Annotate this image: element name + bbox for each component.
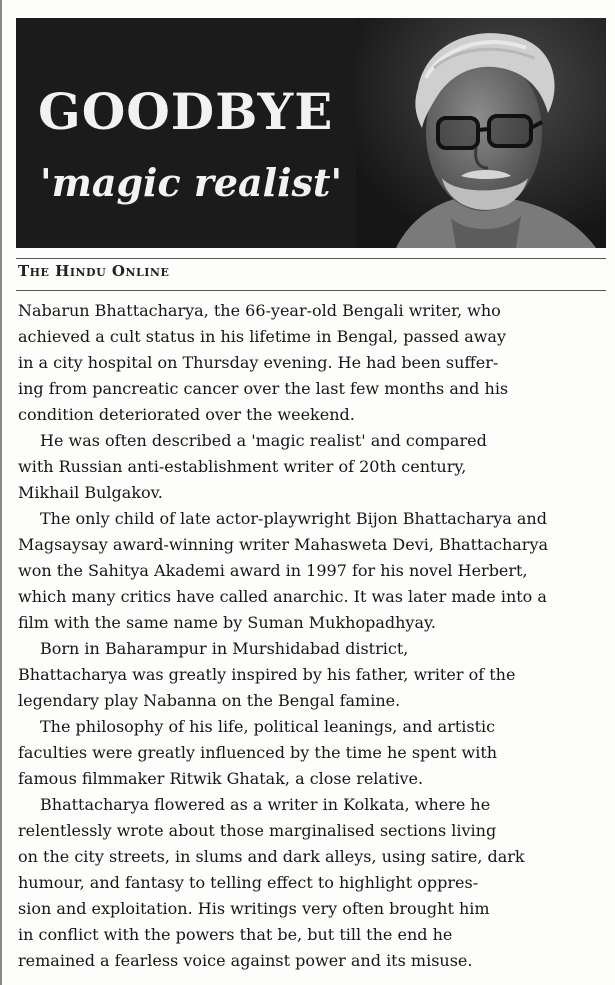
article-paragraph: [18, 298, 608, 428]
article-body: [18, 298, 608, 974]
article-paragraph: [18, 792, 608, 974]
article-line: Bhattacharya flowered as a writer in Kolkata, where he: [40, 795, 491, 814]
article-paragraph: [18, 636, 608, 714]
article-line: The philosophy of his life, political leanings, and artistic: [40, 717, 496, 736]
article-line: in conflict with the powers that be, but till the end he: [18, 925, 453, 944]
article-line: won the Sahitya Akademi award in 1997 for his novel Herbert,: [18, 561, 528, 580]
article-line: Magsaysay award-winning writer Mahasweta Devi, Bhattacharya: [18, 535, 549, 554]
article-line: sion and exploitation. His writings very often brought him: [18, 899, 490, 918]
article-paragraph: [18, 714, 608, 792]
article-paragraph: [18, 506, 608, 636]
article-line: remained a fearless voice against power and its misuse.: [18, 951, 473, 970]
article-line: The only child of late actor-playwright Bijon Bhattacharya and: [40, 509, 547, 528]
source-byline: The Hindu Online: [18, 262, 170, 280]
byline-top-rule: [16, 258, 606, 259]
article-paragraph: [18, 428, 608, 506]
article-line: faculties were greatly influenced by the time he spent with: [18, 743, 498, 762]
byline-bottom-rule: [16, 290, 606, 291]
article-line: achieved a cult status in his lifetime in Bengal, passed away: [18, 327, 507, 346]
article-line: which many critics have called anarchic. It was later made into a: [18, 587, 547, 606]
article-line: condition deteriorated over the weekend.: [18, 405, 355, 424]
headline-title: GOODBYE: [38, 82, 334, 141]
article-line: He was often described a 'magic realist' and compared: [40, 431, 487, 450]
headline-banner: [16, 18, 606, 248]
article-line: famous filmmaker Ritwik Ghatak, a close relative.: [18, 769, 424, 788]
article-line: humour, and fantasy to telling effect to highlight oppres-: [18, 873, 479, 892]
article-line: Mikhail Bulgakov.: [18, 483, 163, 502]
headline-subtitle: 'magic realist': [40, 160, 343, 205]
article-line: film with the same name by Suman Mukhopadhyay.: [18, 613, 436, 632]
article-line: in a city hospital on Thursday evening. He had been suffer-: [18, 353, 499, 372]
article-line: Nabarun Bhattacharya, the 66-year-old Bengali writer, who: [18, 301, 501, 320]
article-line: on the city streets, in slums and dark alleys, using satire, dark: [18, 847, 525, 866]
article-line: ing from pancreatic cancer over the last few months and his: [18, 379, 509, 398]
author-portrait: [356, 18, 606, 248]
article-line: Bhattacharya was greatly inspired by his father, writer of the: [18, 665, 516, 684]
article-line: relentlessly wrote about those marginalised sections living: [18, 821, 497, 840]
article-line: with Russian anti-establishment writer of 20th century,: [18, 457, 467, 476]
article-line: Born in Baharampur in Murshidabad district,: [40, 639, 409, 658]
article-line: legendary play Nabanna on the Bengal famine.: [18, 691, 401, 710]
